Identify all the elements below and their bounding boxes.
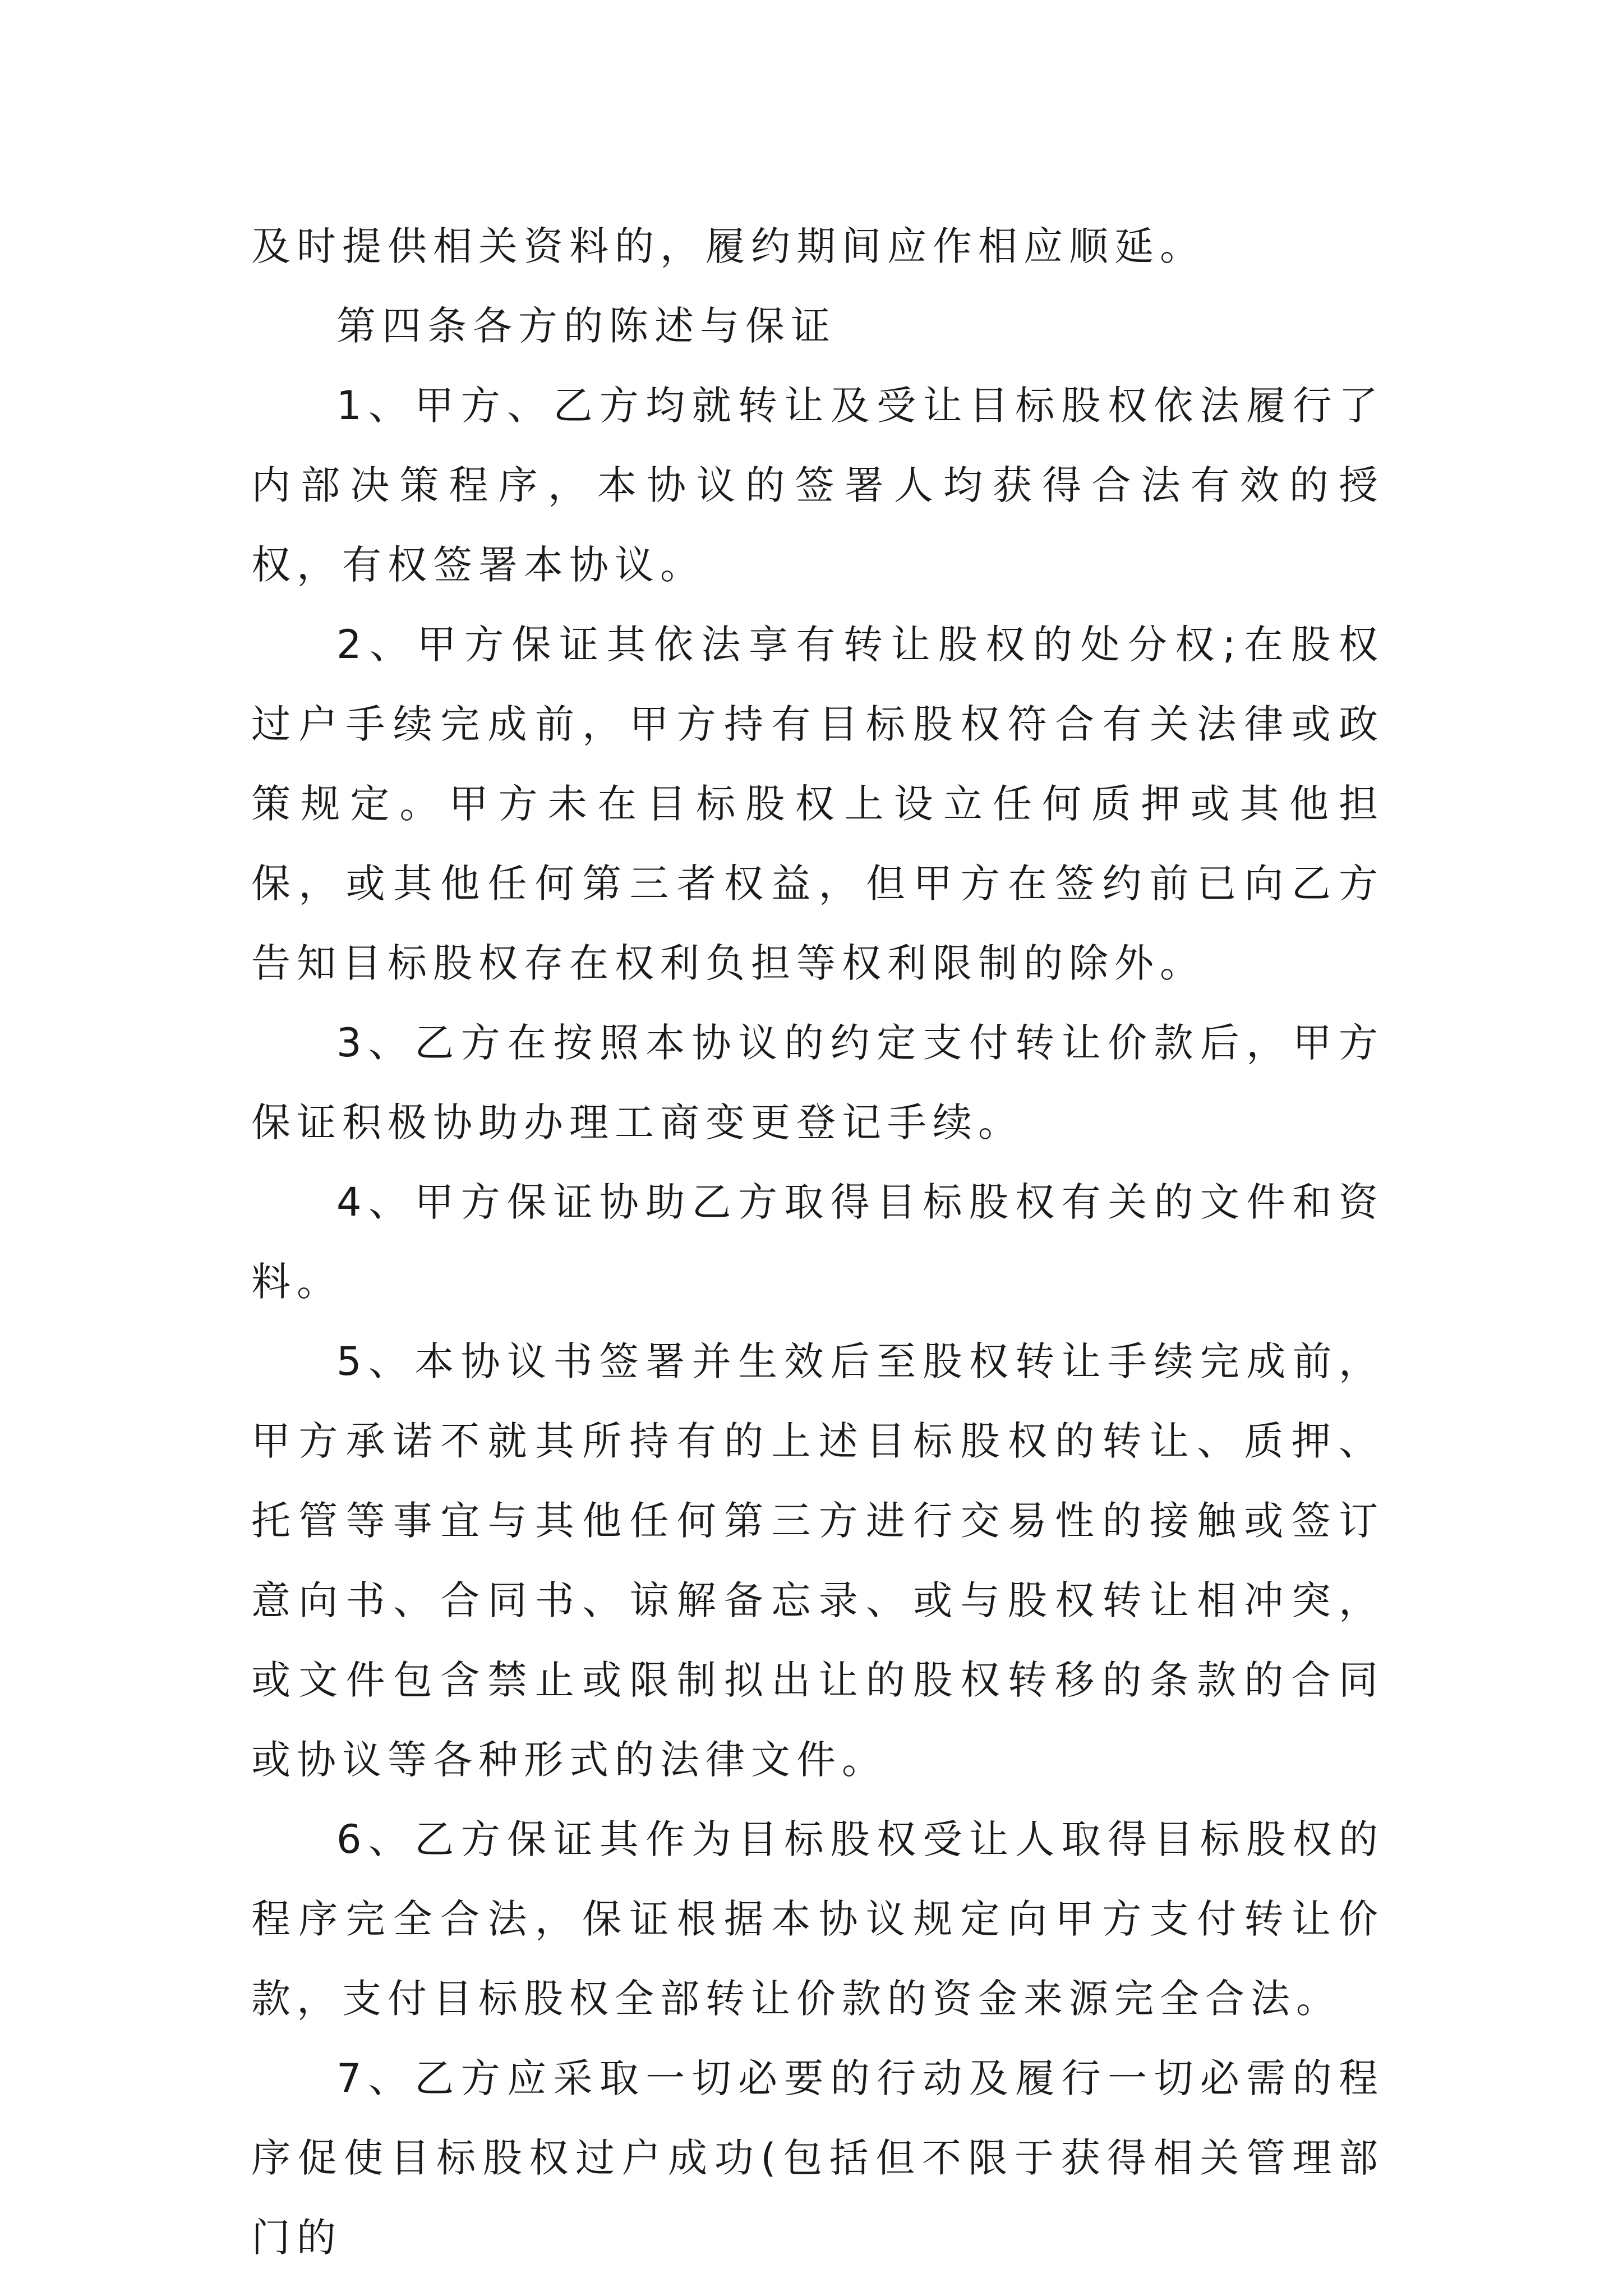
clause-5: 5、本协议书签署并生效后至股权转让手续完成前，甲方承诺不就其所持有的上述目标股权的转让、质押、托管等事宜与其他任何第三方进行交易性的接触或签订意向书、合同书、谅解备忘录、或与股权转让相冲突，或文件包含禁止或限制拟出让的股权转移的条款的合同或协议等各种形式的法律文件。 [251, 1338, 1384, 1783]
document-body [251, 206, 1384, 2277]
clause-2: 2、甲方保证其依法享有转让股权的处分权;在股权过户手续完成前，甲方持有目标股权符合有关法律或政策规定。甲方未在目标股权上设立任何质押或其他担保，或其他任何第三者权益，但甲方在签约前已向乙方告知目标股权存在权利负担等权利限制的除外。 [251, 622, 1384, 986]
paragraph-continuation: 及时提供相关资料的，履约期间应作相应顺延。 [251, 223, 1205, 269]
clause-1: 1、甲方、乙方均就转让及受让目标股权依法履行了内部决策程序，本协议的签署人均获得合法有效的授权，有权签署本协议。 [251, 383, 1384, 588]
clause-7: 7、乙方应采取一切必要的行动及履行一切必需的程序促使目标股权过户成功(包括但不限于获得相关管理部门的 [251, 2055, 1384, 2261]
clause-4: 4、甲方保证协助乙方取得目标股权有关的文件和资料。 [251, 1179, 1384, 1305]
clause-3: 3、乙方在按照本协议的约定支付转让价款后，甲方保证积极协助办理工商变更登记手续。 [251, 1020, 1384, 1145]
clause-6: 6、乙方保证其作为目标股权受让人取得目标股权的程序完全合法，保证根据本协议规定向甲方支付转让价款，支付目标股权全部转让价款的资金来源完全合法。 [251, 1816, 1384, 2022]
section-heading-article-4: 第四条各方的陈述与保证 [336, 303, 836, 349]
